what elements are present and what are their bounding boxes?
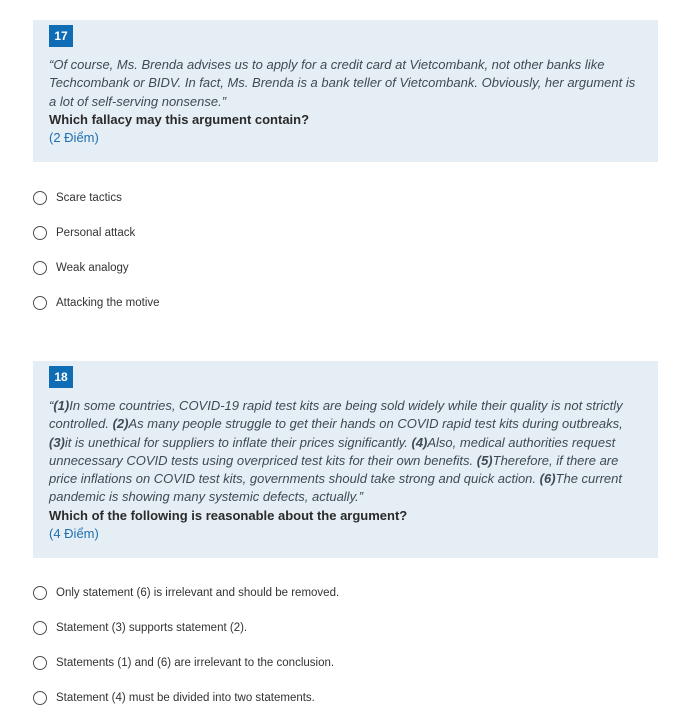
question-text <box>49 56 642 111</box>
option-personal-attack[interactable] <box>33 215 160 250</box>
statement-number: (3) <box>49 434 65 450</box>
option-attacking-the-motive[interactable] <box>33 285 160 320</box>
question-number-badge: 17 <box>49 25 73 47</box>
option-label: Scare tactics <box>56 191 122 204</box>
text-segment: In some countries, COVID-19 rapid test kits are being sold widely while their quality is not strictly controlled. <box>49 398 623 432</box>
question-points: (4 Điểm) <box>49 525 99 541</box>
text-segment: Therefore, if there are price inflations on COVID test kits, governments should take strong and quick action. <box>49 452 619 487</box>
question-18-card <box>33 361 658 558</box>
question-18-options <box>33 575 339 715</box>
option-scare-tactics[interactable] <box>33 180 160 215</box>
question-prompt: Which fallacy may this argument contain? <box>49 111 310 127</box>
radio-button[interactable] <box>33 691 47 705</box>
statement-number: (6) <box>539 471 556 487</box>
option-label: Attacking the motive <box>56 296 160 309</box>
radio-button[interactable] <box>33 226 47 240</box>
option-label: Statement (4) must be divided into two statements. <box>56 691 315 704</box>
radio-button[interactable] <box>33 261 47 275</box>
option-c[interactable] <box>33 645 339 680</box>
option-label: Statements (1) and (6) are irrelevant to the conclusion. <box>56 656 335 669</box>
question-number-badge: 18 <box>49 366 73 388</box>
question-prompt: Which of the following is reasonable about the argument? <box>49 507 408 523</box>
radio-button[interactable] <box>33 656 47 670</box>
text-segment: it is unethical for suppliers to inflate their prices significantly. <box>64 434 412 450</box>
statement-number: (1) <box>53 398 70 413</box>
radio-button[interactable] <box>33 296 47 310</box>
question-17-options <box>33 180 160 320</box>
option-d[interactable] <box>33 680 339 715</box>
option-b[interactable] <box>33 610 339 645</box>
text-segment: “ <box>49 398 54 413</box>
question-text <box>49 397 642 507</box>
statement-number: (2) <box>112 416 129 432</box>
text-segment: As many people struggle to get their hands on COVID rapid test kits during outbreaks, <box>128 416 623 432</box>
option-label: Only statement (6) is irrelevant and should be removed. <box>56 586 340 599</box>
option-label: Weak analogy <box>56 261 129 274</box>
question-points: (2 Điểm) <box>49 129 99 145</box>
statement-number: (4) <box>411 434 428 450</box>
option-weak-analogy[interactable] <box>33 250 160 285</box>
option-label: Personal attack <box>56 226 136 239</box>
radio-button[interactable] <box>33 621 47 635</box>
radio-button[interactable] <box>33 586 47 600</box>
question-17-card <box>33 20 658 162</box>
option-label: Statement (3) supports statement (2). <box>56 621 248 634</box>
radio-button[interactable] <box>33 191 47 205</box>
statement-number: (5) <box>476 452 493 468</box>
text-segment: Also, medical authorities request unnecessary COVID tests using overpriced test kits for their own benefits. <box>49 434 616 468</box>
text-segment: “Of course, Ms. Brenda advises us to apply for a credit card at Vietcombank, not other banks like Techcombank or BIDV. In fact, Ms. Brenda is a bank teller of Vietcombank. Obviously, her argument is a lot of self-serving nonsense.” <box>49 57 636 109</box>
text-segment: The current pandemic is showing many systemic defects, actually.” <box>49 471 623 505</box>
option-a[interactable] <box>33 575 339 610</box>
